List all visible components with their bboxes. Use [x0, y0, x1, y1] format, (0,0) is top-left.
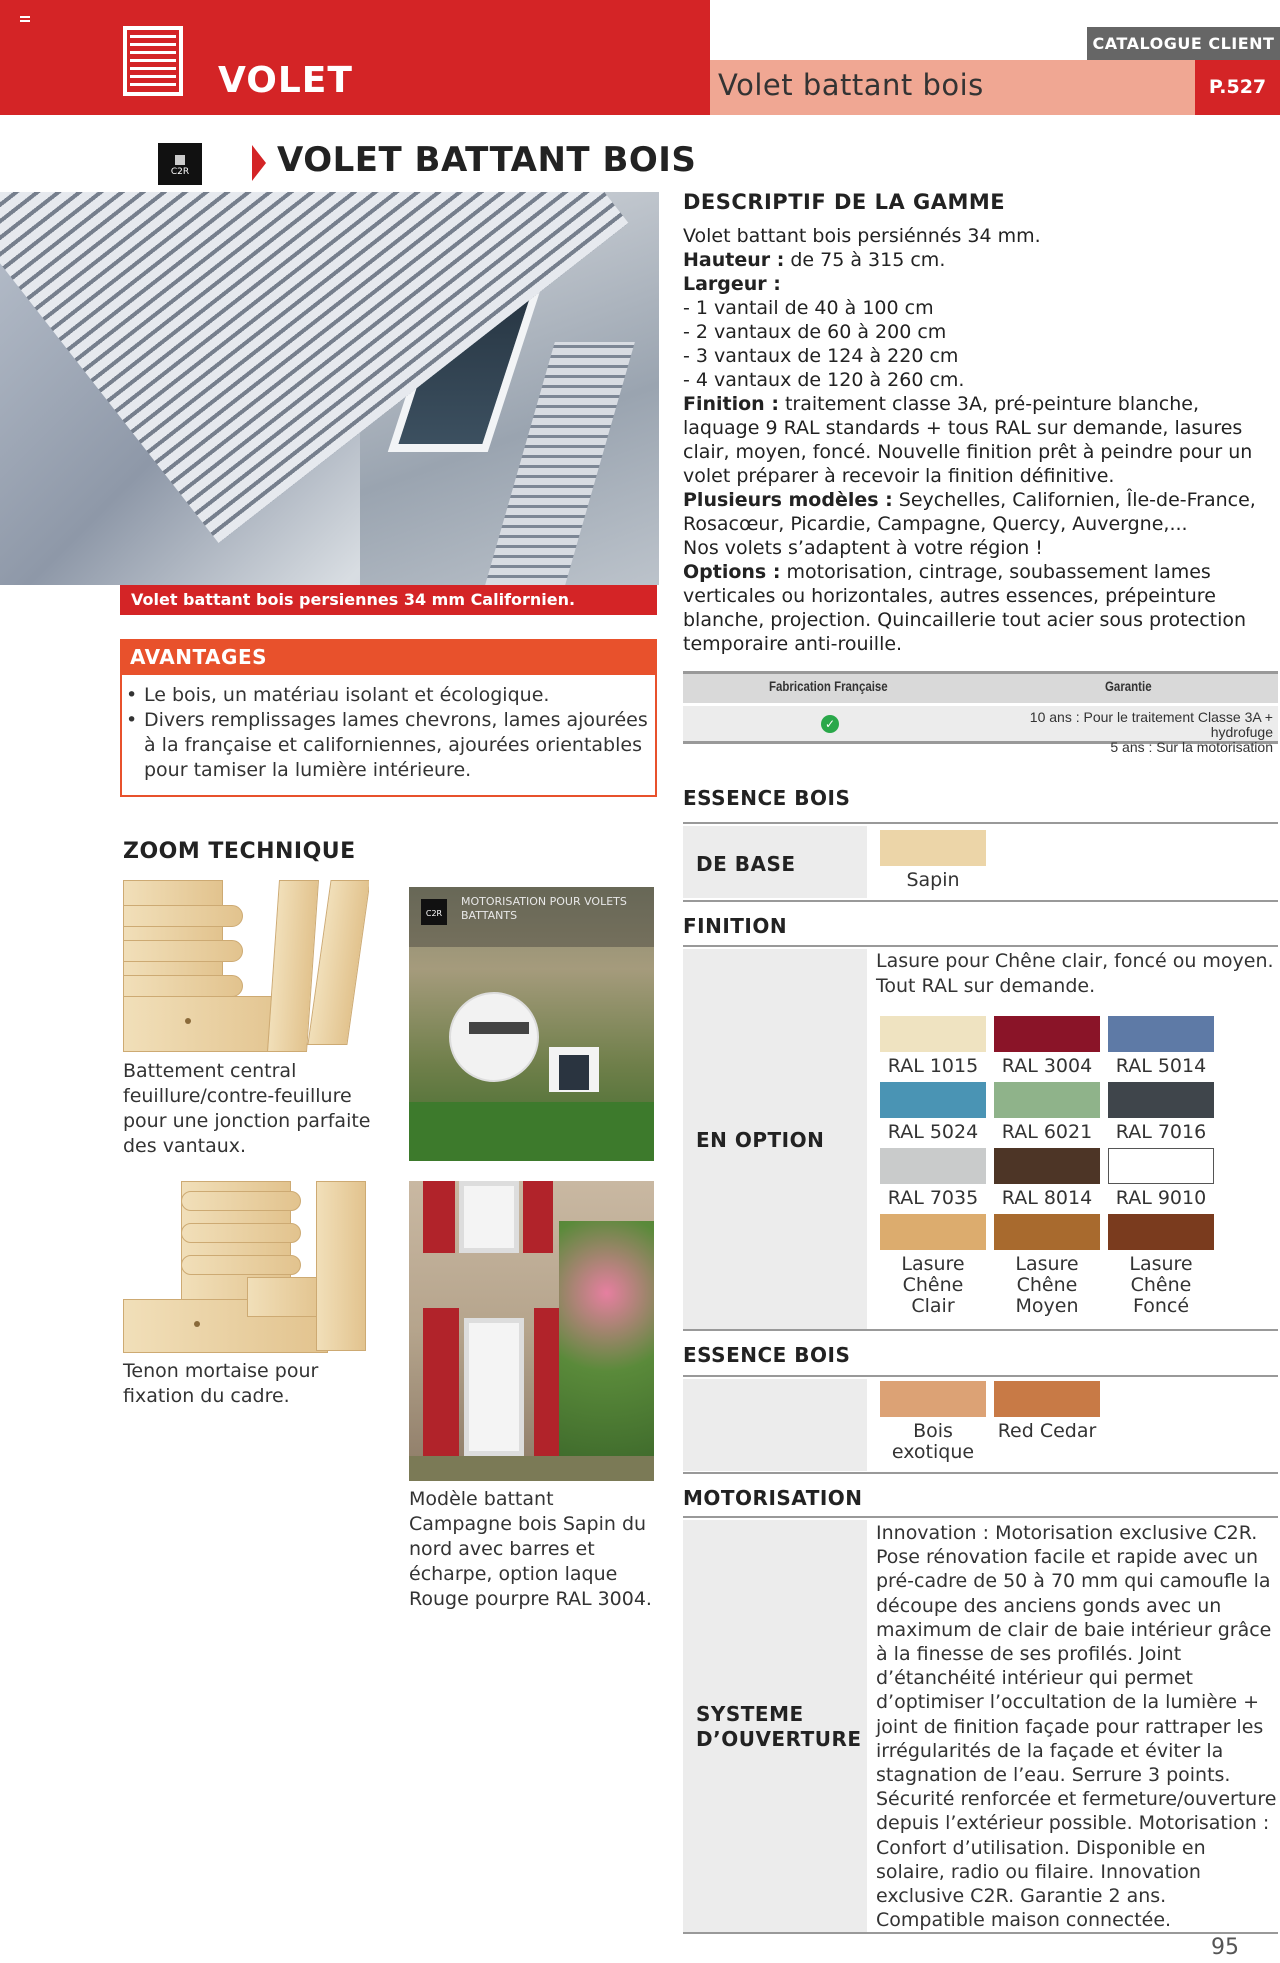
swatch-label: RAL 7016: [1115, 1121, 1207, 1143]
divider: [683, 1516, 1278, 1518]
swatch-label: RAL 6021: [1001, 1121, 1093, 1143]
color-swatch: [1108, 1016, 1214, 1052]
chevron-right-icon: [252, 145, 266, 181]
finition-heading: FINITION: [683, 914, 788, 938]
swatch-label: Lasure Chêne Clair: [901, 1253, 965, 1317]
region-line: Nos volets s’adaptent à votre région !: [683, 537, 1043, 559]
divider: [683, 900, 1278, 902]
list-item: - 2 vantaux de 60 à 200 cm: [683, 321, 947, 343]
color-swatch: [1108, 1148, 1214, 1184]
guarantee-table: [683, 671, 1278, 755]
divider: [683, 1932, 1278, 1934]
hauteur-line: Hauteur : de 75 à 315 cm.: [683, 249, 946, 271]
catalogue-badge: CATALOGUE CLIENT: [1087, 27, 1280, 60]
swatch-label: RAL 5014: [1115, 1055, 1207, 1077]
page-title: VOLET BATTANT BOIS: [277, 140, 697, 180]
motorisation-heading: MOTORISATION: [683, 1486, 863, 1510]
guarantee-line-1: 10 ans : Pour le traitement Classe 3A + hydrofuge: [1029, 709, 1273, 740]
swatch-label: Red Cedar: [997, 1420, 1097, 1442]
finition-line: Finition : traitement classe 3A, pré-peinture blanche, laquage 9 RAL standards + tous RAL sur demande, lasures clair, moyen, foncé. Nouvelle finition prêt à peindre pour un volet préparer à recevoir la finition définitive.: [683, 393, 1253, 487]
base-label: DE BASE: [696, 852, 796, 876]
zoom-text-1: Battement central feuillure/contre-feuillure pour une jonction parfaite des vantaux.: [123, 1060, 371, 1157]
header-banner: [0, 0, 710, 115]
swatch-label: Lasure Chêne Moyen: [1015, 1253, 1079, 1317]
zoom-text-2: Tenon mortaise pour fixation du cadre.: [123, 1360, 319, 1407]
list-item: - 4 vantaux de 120 à 260 cm.: [683, 369, 965, 391]
guarantee-col-garantie: Garantie: [1105, 678, 1152, 694]
color-swatch: [994, 1214, 1100, 1250]
zoom-heading: ZOOM TECHNIQUE: [123, 839, 356, 864]
swatch-label: Lasure Chêne Foncé: [1129, 1253, 1193, 1317]
description-heading: DESCRIPTIF DE LA GAMME: [683, 190, 1006, 214]
finition-text: Lasure pour Chêne clair, foncé ou moyen. Tout RAL sur demande.: [876, 950, 1274, 997]
color-swatch: [1108, 1214, 1214, 1250]
swatch-label: Bois exotique: [891, 1420, 975, 1463]
menu-icon[interactable]: [20, 16, 30, 24]
swatch-sapin: [880, 830, 986, 866]
list-item: - 1 vantail de 40 à 100 cm: [683, 297, 934, 319]
swatch-label: RAL 3004: [1001, 1055, 1093, 1077]
joint-photo-1: [123, 880, 369, 1052]
system-label: SYSTEME D’OUVERTURE: [696, 1702, 862, 1751]
page-number: 95: [1211, 1935, 1239, 1960]
list-item: • Le bois, un matériau isolant et écologique.: [126, 683, 654, 708]
brochure-title: MOTORISATION POUR VOLETS BATTANTS: [461, 895, 627, 922]
color-swatch: [880, 1148, 986, 1184]
system-text: Innovation : Motorisation exclusive C2R. Pose rénovation facile et rapide avec un pré-cadre de 50 à 70 mm qui camoufle la découpe des anciens gonds avec un maximum de clair de baie intérieur grâce à la finesse de ses profilés. Joint d’étanchéité intérieur qui permet d’optimiser l’occultation de la lumière + joint de finition façade pour rattraper les irrégularités de la façade et éviter la stagnation de l’eau. Serrure 3 points. Sécurité renforcée et fermeture/ouverture depuis l’extérieur possible. Motorisation : Confort d’utilisation. Disponible en solaire, radio ou filaire. Innovation exclusive C2R. Garantie 2 ans. Compatible maison connectée.: [876, 1522, 1277, 1932]
modeles-line: Plusieurs modèles : Seychelles, Californien, Île-de-France, Rosacœur, Picardie, Campagne, Quercy, Auvergne,...: [683, 489, 1256, 535]
motorisation-brochure-photo: [409, 887, 654, 1161]
swatch-label: Sapin: [906, 869, 960, 891]
list-item: • Divers remplissages lames chevrons, lames ajourées à la française et californiennes, ajourées orientables pour tamiser la lumière intérieure.: [126, 708, 654, 783]
swatch-label: RAL 5024: [887, 1121, 979, 1143]
campagne-shutter-photo: [409, 1181, 654, 1481]
description-body: [683, 224, 1278, 656]
option-label: EN OPTION: [696, 1128, 825, 1152]
divider: [683, 1329, 1278, 1331]
color-swatch: [994, 1148, 1100, 1184]
brand-logo: C2R: [421, 899, 447, 925]
color-swatch: [994, 1381, 1100, 1417]
campagne-caption: Modèle battant Campagne bois Sapin du nord avec barres et écharpe, option laque Rouge pourpre RAL 3004.: [409, 1488, 652, 1610]
divider: [683, 822, 1278, 824]
divider: [683, 945, 1278, 947]
joint-photo-2: [123, 1181, 369, 1353]
swatch-label: RAL 1015: [887, 1055, 979, 1077]
divider: [683, 1375, 1278, 1377]
swatch-label: RAL 8014: [1001, 1187, 1093, 1209]
largeur-label: Largeur :: [683, 273, 781, 295]
color-swatch: [994, 1016, 1100, 1052]
color-swatch: [994, 1082, 1100, 1118]
hero-caption: Volet battant bois persiennes 34 mm Californien.: [120, 585, 657, 615]
swatch-label: RAL 9010: [1115, 1187, 1207, 1209]
options-line: Options : motorisation, cintrage, soubassement lames verticales ou horizontales, autres essences, prépeinture blanche, projection. Quincaillerie tout acier sous protection temporaire anti-rouille.: [683, 561, 1247, 655]
color-swatch: [880, 1214, 986, 1250]
table-row: [683, 706, 1278, 755]
advantages-list: [126, 683, 654, 783]
divider: [683, 1472, 1278, 1474]
hero-photo: [0, 192, 659, 585]
advantages-heading: AVANTAGES: [120, 639, 657, 675]
swatch-label: RAL 7035: [887, 1187, 979, 1209]
color-swatch: [880, 1381, 986, 1417]
guarantee-col-fabrication: Fabrication Française: [769, 678, 888, 694]
subtitle-bar: [710, 60, 1195, 115]
section-subtitle: Volet battant bois: [718, 68, 984, 102]
page-ref-badge: P.527: [1195, 60, 1280, 115]
color-swatch: [1108, 1082, 1214, 1118]
shutter-icon: [123, 26, 183, 96]
color-swatch: [880, 1016, 986, 1052]
essence-heading: ESSENCE BOIS: [683, 786, 851, 810]
section-title: VOLET: [218, 60, 353, 101]
guarantee-line-2: 5 ans : Sur la motorisation: [1110, 739, 1273, 755]
description-intro: Volet battant bois persiénnés 34 mm.: [683, 225, 1041, 247]
color-swatch: [880, 1082, 986, 1118]
brand-logo: C2R: [158, 143, 202, 185]
check-icon: ✓: [821, 715, 839, 733]
essence-heading-2: ESSENCE BOIS: [683, 1343, 851, 1367]
list-item: - 3 vantaux de 124 à 220 cm: [683, 345, 959, 367]
